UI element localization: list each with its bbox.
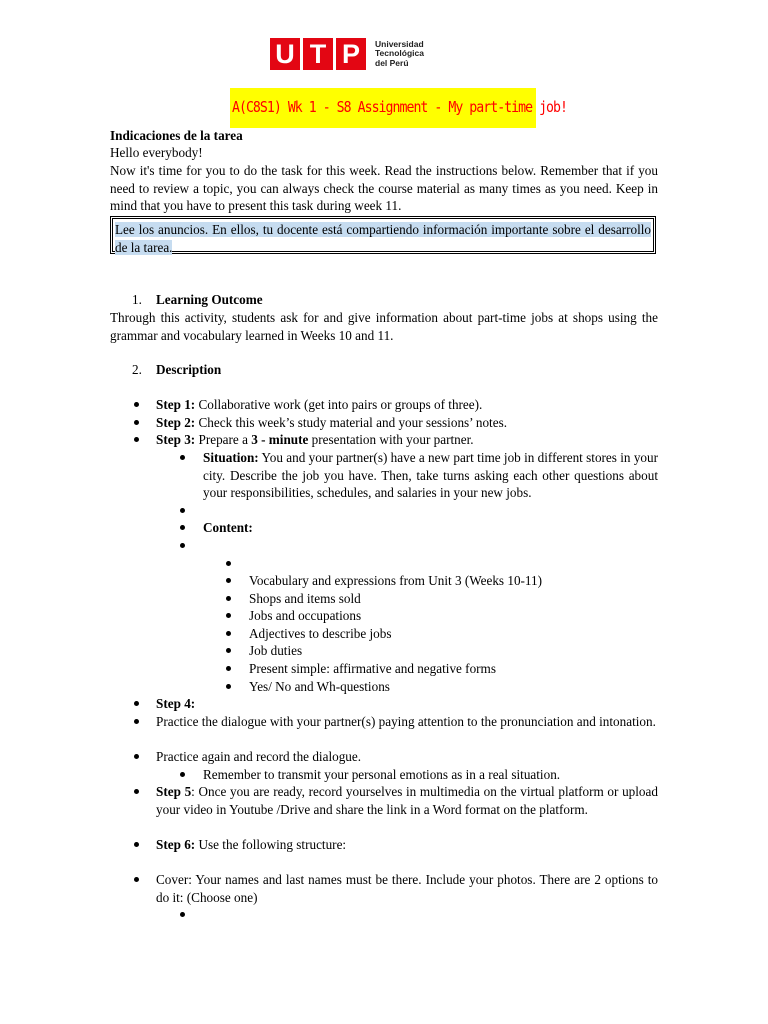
notice-box (110, 216, 656, 254)
bullet-dot (226, 613, 231, 618)
bullet-dot-empty (180, 912, 185, 917)
situation-item (203, 449, 658, 502)
bullet-dot-empty (180, 508, 185, 513)
step1-item (156, 396, 482, 414)
step3-post: presentation with your partner. (308, 432, 474, 447)
bullet-dot (180, 772, 185, 777)
bullet-dot (226, 684, 231, 689)
utp-logo (270, 38, 424, 70)
step6-label: Step 6: (156, 837, 196, 852)
bullet-dot-empty (226, 561, 231, 566)
step5-label: Step 5 (156, 784, 192, 799)
step6-text: Use the following structure: (195, 837, 347, 852)
practice2: Practice again and record the dialogue. (156, 749, 362, 764)
bullet-dot (134, 842, 139, 847)
bullet-dot (226, 666, 231, 671)
remember-item: Remember to transmit your personal emotions as in a real situation. (203, 767, 561, 782)
logo-text-line1: Universidad (375, 38, 424, 49)
logo-university-name (375, 40, 424, 69)
step2-text: Check this week’s study material and your sessions’ notes. (195, 415, 508, 430)
content-item: Yes/ No and Wh-questions (249, 679, 390, 694)
cover-item: Cover: Your names and last names must be there. Include your photos. There are 2 options to do it: (Choose one) (156, 872, 658, 905)
bullet-dot (226, 648, 231, 653)
bullet-dot (180, 525, 185, 530)
step3-item (156, 431, 474, 449)
logo-letter-p: P (336, 38, 366, 70)
step6-item (156, 836, 346, 854)
bullet-dot (180, 455, 185, 460)
step1-label: Step 1: (156, 397, 196, 412)
content-item: Present simple: affirmative and negative forms (249, 661, 496, 676)
step3-label: Step 3: (156, 432, 196, 447)
bullet-dot (134, 437, 139, 442)
intro-paragraph: Now it's time for you to do the task for this week. Read the instructions below. Remember that if you need to review a topic, you can always check the course material as many times as you need. Keep in mind that you have to present this task during week 11. (110, 163, 658, 214)
bullet-dot (134, 719, 139, 724)
instructions-heading: Indicaciones de la tarea (110, 128, 243, 143)
step5-item (156, 783, 658, 818)
section1-text: Through this activity, students ask for and give information about part-time jobs at shops using the grammar and vocabulary learned in Weeks 10 and 11. (110, 310, 658, 343)
section2-title: Description (156, 362, 222, 377)
bullet-dot (226, 578, 231, 583)
situation-label: Situation: (203, 450, 259, 465)
content-item: Jobs and occupations (249, 608, 362, 623)
logo-letter-u: U (270, 38, 300, 70)
content-item: Shops and items sold (249, 591, 361, 606)
logo-letters (270, 38, 369, 70)
bullet-dot (226, 596, 231, 601)
bullet-dot (134, 402, 139, 407)
content-label: Content: (203, 520, 253, 535)
section1-title: Learning Outcome (156, 292, 263, 307)
step4-label: Step 4: (156, 696, 196, 711)
bullet-dot (134, 877, 139, 882)
content-item: Job duties (249, 643, 303, 658)
logo-letter-t: T (303, 38, 333, 70)
bullet-dot-empty (180, 543, 185, 548)
content-item: Adjectives to describe jobs (249, 626, 392, 641)
bullet-dot (134, 754, 139, 759)
bullet-dot (134, 420, 139, 425)
section1-number: 1. (132, 292, 142, 307)
content-item: Vocabulary and expressions from Unit 3 (Weeks 10-11) (249, 573, 543, 588)
practice1: Practice the dialogue with your partner(s) paying attention to the pronunciation and intonation. (156, 714, 656, 729)
notice-text: Lee los anuncios. En ellos, tu docente está compartiendo información importante sobre el desarrollo de la tarea. (115, 222, 651, 255)
step3-bold: 3 - minute (251, 432, 309, 447)
bullet-dot (134, 701, 139, 706)
notice-text-wrap (115, 221, 651, 256)
document-title: A(C8S1) Wk 1 - S8 Assignment - My part-time job! (232, 98, 568, 116)
step2-label: Step 2: (156, 415, 196, 430)
section2-number: 2. (132, 362, 142, 377)
situation-text: You and your partner(s) have a new part time job in different stores in your city. Describe the job you have. Then, take turns asking each other questions about your responsibilities, schedules, and salaries in your new jobs. (203, 450, 658, 501)
step1-text: Collaborative work (get into pairs or groups of three). (195, 397, 483, 412)
greeting: Hello everybody! (110, 145, 203, 160)
step2-item (156, 414, 507, 432)
logo-text-line3: del Perú (375, 57, 409, 68)
step3-pre: Prepare a (195, 432, 252, 447)
bullet-dot (134, 789, 139, 794)
logo-text-line2: Tecnológica (375, 48, 424, 59)
step5-text: : Once you are ready, record yourselves in multimedia on the virtual platform or upload your video in Youtube /Drive and share the link in a Word format on the platform. (156, 784, 658, 817)
bullet-dot (226, 631, 231, 636)
